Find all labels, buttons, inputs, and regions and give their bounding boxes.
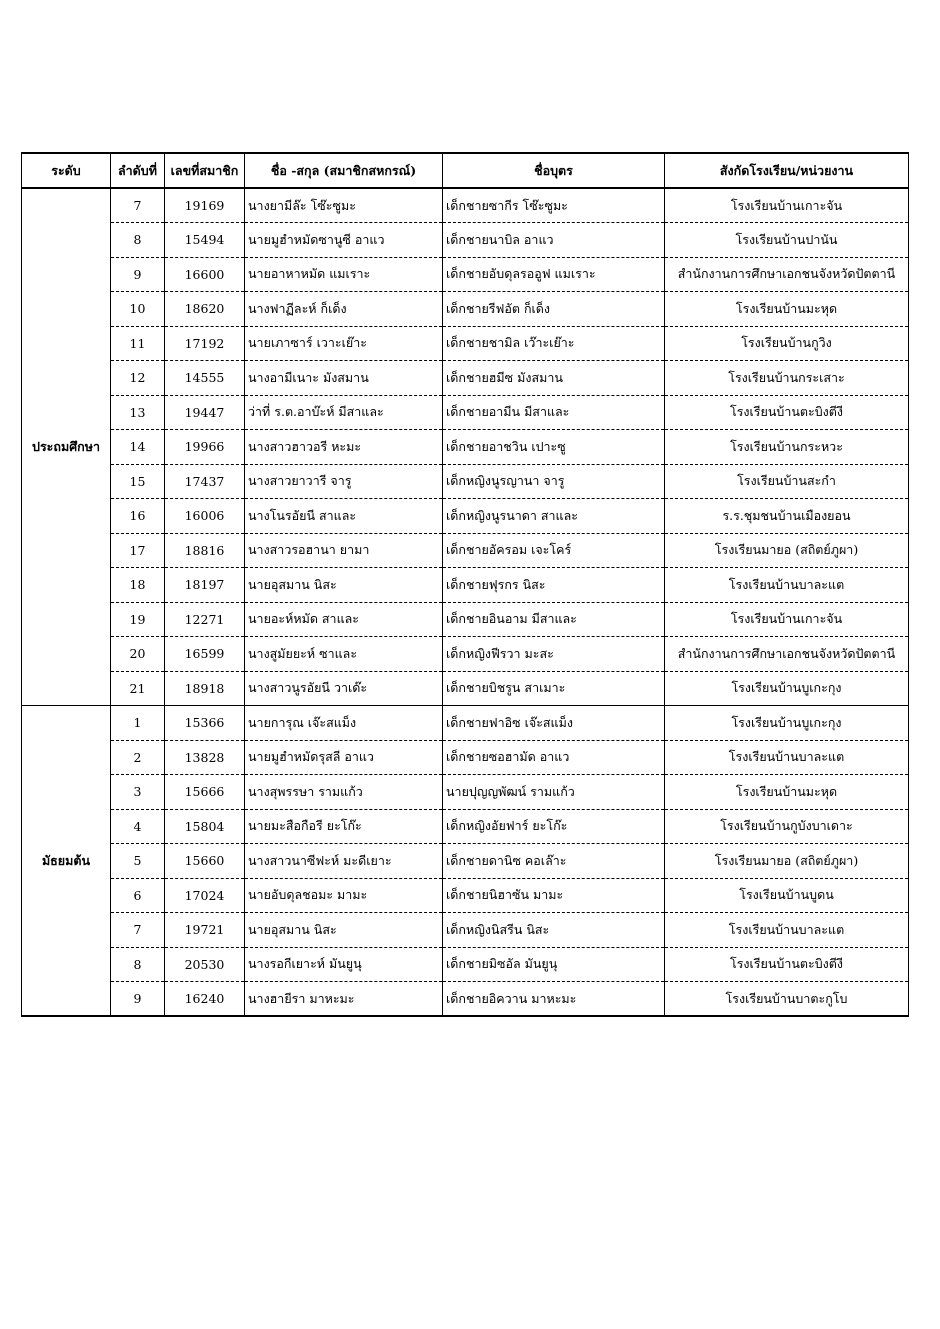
member-name-cell: นางสาวนาซีฟะห์ มะดีเยาะ (245, 844, 443, 879)
school-cell: โรงเรียนบ้านกูวิง (665, 326, 909, 361)
child-name-cell: เด็กชายนิฮาซัน มามะ (443, 878, 665, 913)
member-children-table (21, 152, 909, 1017)
table-row (22, 637, 909, 672)
child-name-cell: เด็กหญิงนูรญานา จารู (443, 464, 665, 499)
order-cell: 13 (111, 395, 165, 430)
table-row (22, 464, 909, 499)
group-lower-secondary (22, 706, 909, 1017)
member-no-cell: 19447 (165, 395, 245, 430)
order-cell: 21 (111, 671, 165, 706)
member-name-cell: ว่าที่ ร.ต.อาบ๊ะห์ มีสาและ (245, 395, 443, 430)
header-school: สังกัดโรงเรียน/หน่วยงาน (665, 153, 909, 188)
child-name-cell: เด็กหญิงอัยฟาร์ ยะโก๊ะ (443, 809, 665, 844)
table-row (22, 602, 909, 637)
school-cell: โรงเรียนบ้านบาละแต (665, 913, 909, 948)
school-cell: โรงเรียนบ้านตะบิงตีงี (665, 395, 909, 430)
member-no-cell: 19169 (165, 188, 245, 223)
child-name-cell: เด็กชายอามีน มีสาและ (443, 395, 665, 430)
table-row (22, 913, 909, 948)
level-cell: ประถมศึกษา (22, 188, 111, 706)
table-row (22, 430, 909, 465)
order-cell: 11 (111, 326, 165, 361)
member-name-cell: นางสูมัยยะห์ ซาและ (245, 637, 443, 672)
member-no-cell: 16599 (165, 637, 245, 672)
member-no-cell: 16006 (165, 499, 245, 534)
order-cell: 8 (111, 223, 165, 258)
child-name-cell: เด็กชายฮมีซ มังสมาน (443, 361, 665, 396)
child-name-cell: เด็กหญิงฟีรวา มะสะ (443, 637, 665, 672)
member-no-cell: 19721 (165, 913, 245, 948)
child-name-cell: เด็กชายฟาอิซ เจ๊ะสแม็ง (443, 706, 665, 741)
group-primary (22, 188, 909, 706)
school-cell: โรงเรียนบ้านเกาะจัน (665, 602, 909, 637)
member-name-cell: นางสาวนูรอัยนี วาเด๊ะ (245, 671, 443, 706)
member-no-cell: 15666 (165, 775, 245, 810)
table-row (22, 292, 909, 327)
child-name-cell: เด็กชายบิชรูน สาเมาะ (443, 671, 665, 706)
member-no-cell: 12271 (165, 602, 245, 637)
school-cell: โรงเรียนมายอ (สถิตย์ภูผา) (665, 533, 909, 568)
school-cell: โรงเรียนบ้านบูเกะกุง (665, 706, 909, 741)
member-no-cell: 19966 (165, 430, 245, 465)
school-cell: โรงเรียนบ้านบาละแต (665, 740, 909, 775)
member-name-cell: นางฟาฏีละห์ ก็เด็ง (245, 292, 443, 327)
member-name-cell: นางยามีล๊ะ โซ๊ะซูมะ (245, 188, 443, 223)
member-name-cell: นายอุสมาน นิสะ (245, 568, 443, 603)
child-name-cell: เด็กหญิงนูรนาดา สาและ (443, 499, 665, 534)
member-name-cell: นางฮายีรา มาหะมะ (245, 982, 443, 1017)
school-cell: โรงเรียนบ้านกระหวะ (665, 430, 909, 465)
member-no-cell: 17024 (165, 878, 245, 913)
child-name-cell: เด็กหญิงนิสรีน นิสะ (443, 913, 665, 948)
header-level: ระดับ (22, 153, 111, 188)
member-no-cell: 16600 (165, 257, 245, 292)
child-name-cell: เด็กชายอินอาม มีสาและ (443, 602, 665, 637)
order-cell: 9 (111, 257, 165, 292)
table-row (22, 740, 909, 775)
order-cell: 10 (111, 292, 165, 327)
member-no-cell: 16240 (165, 982, 245, 1017)
table-row (22, 361, 909, 396)
table-row (22, 533, 909, 568)
child-name-cell: เด็กชายอิควาน มาหะมะ (443, 982, 665, 1017)
order-cell: 12 (111, 361, 165, 396)
member-no-cell: 13828 (165, 740, 245, 775)
school-cell: โรงเรียนบ้านบาตะกูโบ (665, 982, 909, 1017)
table-row (22, 257, 909, 292)
child-name-cell: เด็กชายนาบิล อาแว (443, 223, 665, 258)
child-name-cell: เด็กชายอับดุลรออูฟ แมเราะ (443, 257, 665, 292)
member-name-cell: นางรอกีเยาะห์ มันยูนุ (245, 947, 443, 982)
level-cell: มัธยมต้น (22, 706, 111, 1017)
member-no-cell: 18197 (165, 568, 245, 603)
header-member-name: ชื่อ -สกุล (สมาชิกสหกรณ์) (245, 153, 443, 188)
member-name-cell: นายอุสมาน นิสะ (245, 913, 443, 948)
order-cell: 7 (111, 188, 165, 223)
order-cell: 8 (111, 947, 165, 982)
member-no-cell: 17192 (165, 326, 245, 361)
school-cell: โรงเรียนบ้านเกาะจัน (665, 188, 909, 223)
child-name-cell: เด็กชายอาชวิน เปาะซู (443, 430, 665, 465)
school-cell: สำนักงานการศึกษาเอกชนจังหวัดปัตตานี (665, 257, 909, 292)
school-cell: โรงเรียนบ้านบูดน (665, 878, 909, 913)
table-row (22, 499, 909, 534)
order-cell: 18 (111, 568, 165, 603)
child-name-cell: เด็กชายดานิซ คอเล๊าะ (443, 844, 665, 879)
school-cell: โรงเรียนบ้านปานัน (665, 223, 909, 258)
member-name-cell: นายมูฮำหมัดซานูซี อาแว (245, 223, 443, 258)
child-name-cell: นายปุญญพัฒน์ รามแก้ว (443, 775, 665, 810)
member-name-cell: นายมะสือกือรี ยะโก๊ะ (245, 809, 443, 844)
order-cell: 4 (111, 809, 165, 844)
member-name-cell: นายอับดุลชอมะ มามะ (245, 878, 443, 913)
member-no-cell: 15660 (165, 844, 245, 879)
order-cell: 6 (111, 878, 165, 913)
member-no-cell: 15494 (165, 223, 245, 258)
child-name-cell: เด็กชายฟุรกร นิสะ (443, 568, 665, 603)
school-cell: ร.ร.ชุมชนบ้านเมืองยอน (665, 499, 909, 534)
school-cell: โรงเรียนมายอ (สถิตย์ภูผา) (665, 844, 909, 879)
order-cell: 2 (111, 740, 165, 775)
school-cell: โรงเรียนบ้านมะหุด (665, 292, 909, 327)
child-name-cell: เด็กชายมิซอัล มันยูนุ (443, 947, 665, 982)
member-name-cell: นายการุณ เจ๊ะสแม็ง (245, 706, 443, 741)
table-row (22, 844, 909, 879)
member-name-cell: นางอามีเนาะ มังสมาน (245, 361, 443, 396)
member-name-cell: นายมูฮำหมัดรุสลี อาแว (245, 740, 443, 775)
member-no-cell: 18816 (165, 533, 245, 568)
header-order: ลำดับที่ (111, 153, 165, 188)
order-cell: 20 (111, 637, 165, 672)
member-name-cell: นางโนรอัยนี สาและ (245, 499, 443, 534)
school-cell: โรงเรียนบ้านมะหุด (665, 775, 909, 810)
school-cell: โรงเรียนบ้านบาละแต (665, 568, 909, 603)
child-name-cell: เด็กชายซากีร โซ๊ะซูมะ (443, 188, 665, 223)
member-name-cell: นายอะห์หมัด สาและ (245, 602, 443, 637)
member-no-cell: 20530 (165, 947, 245, 982)
order-cell: 5 (111, 844, 165, 879)
order-cell: 9 (111, 982, 165, 1017)
member-no-cell: 18620 (165, 292, 245, 327)
school-cell: โรงเรียนบ้านสะกำ (665, 464, 909, 499)
child-name-cell: เด็กชายชามิล เว๊าะเย๊าะ (443, 326, 665, 361)
table-row (22, 809, 909, 844)
table-header-row (22, 153, 909, 188)
child-name-cell: เด็กชายซอฮามัด อาแว (443, 740, 665, 775)
member-name-cell: นางสาวยาวารี จารู (245, 464, 443, 499)
school-cell: โรงเรียนบ้านบูเกะกุง (665, 671, 909, 706)
table-row (22, 395, 909, 430)
order-cell: 19 (111, 602, 165, 637)
table-row (22, 568, 909, 603)
order-cell: 17 (111, 533, 165, 568)
child-name-cell: เด็กชายอัครอม เจะโคร์ (443, 533, 665, 568)
order-cell: 7 (111, 913, 165, 948)
table-row (22, 706, 909, 741)
school-cell: สำนักงานการศึกษาเอกชนจังหวัดปัตตานี (665, 637, 909, 672)
member-name-cell: นางสุพรรษา รามแก้ว (245, 775, 443, 810)
member-no-cell: 15366 (165, 706, 245, 741)
member-name-cell: นางสาวรอฮานา ยามา (245, 533, 443, 568)
header-member-no: เลขที่สมาชิก (165, 153, 245, 188)
table-row (22, 188, 909, 223)
table-row (22, 982, 909, 1017)
table-row (22, 775, 909, 810)
order-cell: 16 (111, 499, 165, 534)
member-no-cell: 18918 (165, 671, 245, 706)
school-cell: โรงเรียนบ้านกูบังบาเดาะ (665, 809, 909, 844)
member-no-cell: 14555 (165, 361, 245, 396)
child-name-cell: เด็กชายรีฟอัต ก็เด็ง (443, 292, 665, 327)
table-row (22, 947, 909, 982)
order-cell: 1 (111, 706, 165, 741)
school-cell: โรงเรียนบ้านกระเสาะ (665, 361, 909, 396)
school-cell: โรงเรียนบ้านตะบิงตีงี (665, 947, 909, 982)
table-row (22, 223, 909, 258)
header-child-name: ชื่อบุตร (443, 153, 665, 188)
member-name-cell: นายเภาซาร์ เวาะเย๊าะ (245, 326, 443, 361)
order-cell: 15 (111, 464, 165, 499)
member-no-cell: 15804 (165, 809, 245, 844)
order-cell: 3 (111, 775, 165, 810)
member-no-cell: 17437 (165, 464, 245, 499)
table-row (22, 878, 909, 913)
member-name-cell: นายอาหาหมัด แมเราะ (245, 257, 443, 292)
order-cell: 14 (111, 430, 165, 465)
table-row (22, 326, 909, 361)
table-row (22, 671, 909, 706)
member-name-cell: นางสาวฮาวอรี หะมะ (245, 430, 443, 465)
